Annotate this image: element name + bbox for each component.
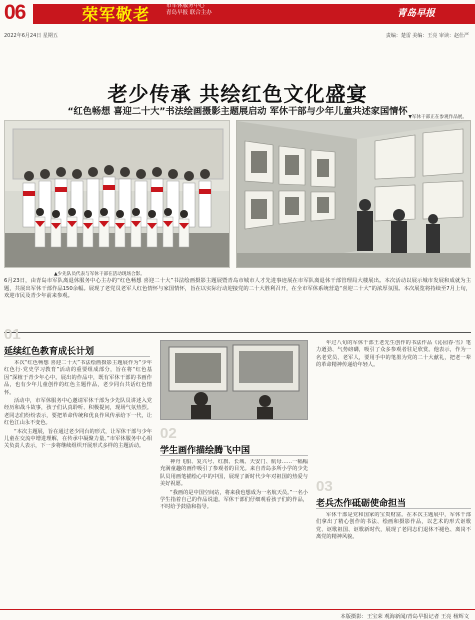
exhibition-photo-illustration [237,121,471,268]
section-number-01: 01 [4,326,21,343]
section-body-02 [160,459,308,605]
section-underline-01 [4,356,150,357]
section-body-03 [316,512,471,605]
right-photo-caption: ▼军休干部正在参观作品展。 [408,115,467,120]
photo-credits: 本版摄影：王宝荣 观海新闻/青岛早报记者 王亮 杨辉文 [340,614,469,620]
column-subtitle-line2: 青岛早报 联合主办 [166,10,212,16]
masthead [0,0,475,30]
info-row [0,32,475,40]
section-divider [4,332,471,333]
lead-paragraph: 6月23日，由青岛市军队离退休服务中心主办的“红色畅想 喜迎二十大”书法绘画摄影主题展暨青岛市城市人才先进事迹展在市军队离退休干部管理局大楼展出。本次活动以展示城市发展和成就为主题，共展出军休干部作品150余幅。展现了老党员老军人红色情怀与家国情怀，旨在以实际行动迎接党的二十大胜利召开，在全市军休系统营造“喜迎二十大”的浓厚氛围。本次展览将持续至7月上旬，欢迎市民及青少年前来参观。 [4,278,471,299]
exhibition-photo [236,120,471,268]
section-title-01: 延续红色教育成长计划 [4,347,95,357]
section-underline-03 [316,508,471,509]
painting-photo-illustration [161,341,308,420]
section-03-paragraph: 军休干部是党和国家的宝贵财富。在本次主题展中，军休干部们拿出了精心创作的书法、绘画和摄影作品，以艺术的形式讴歌党、讴歌祖国、讴歌新时代，展现了老同志们退休不褪色、离岗不离党的精神风貌。 [316,512,471,541]
section-01-paragraph: 活动中，市军休服务中心邀请军休干部为少先队员讲述入党经历和战斗故事，孩子们认真聆听、积极提问，现场气氛热烈。老同志们纷纷表示，要把革命传统和优良作风传承给下一代，让红色江山永不变色。 [4,398,152,427]
footer [0,609,475,620]
section-number-02: 02 [160,425,177,442]
issue-date: 2022年6月24日 星期五 [4,33,58,39]
section-number-03: 03 [316,478,333,495]
headline: 老少传承 共绘红色文化盛宴 [107,82,368,106]
column-subtitle [166,3,236,17]
column-subtitle-line1: 市军休服务中心 [166,3,205,9]
section-title-02: 学生画作描绘腾飞中国 [160,446,251,456]
group-photo [4,120,230,268]
painting-photo [160,340,308,420]
group-photo-illustration [5,121,230,268]
section-body-01 [4,360,152,605]
section-title-03: 老兵杰作砥砺使命担当 [316,499,407,509]
section-03-lead-paragraph: 年过八旬的军休干部王老先生创作的书法作品《沁园春·雪》笔力遒劲、气势磅礴，吸引了众多参观者驻足欣赏。他表示，作为一名老党员、老军人，要用手中的笔墨为党的二十大献礼，把老一辈的革命精神传递给年轻人。 [316,340,471,369]
section-body-02-continued [316,340,471,472]
main-photo-caption: ▲少先队员代表与军休干部在活动现场合影。 [54,272,145,277]
paper-logo: 青岛早报 [396,8,435,19]
section-02-paragraph: 神舟飞船、复兴号、红旗、长城、天安门、航母……一幅幅充满童趣的画作吸引了参观者的目光。来自青岛多所小学的少先队员用画笔描绘心中的中国，展现了新时代少年对祖国的热爱与美好祝愿。 [160,459,308,488]
page-number: 06 [4,1,26,24]
subheadline: “红色畅想 喜迎二十大”书法绘画摄影主题展启动 军休干部与少年儿童共述家国情怀 [67,106,408,117]
column-name: 荣军敬老 [82,5,151,24]
editor-credits: 责编：楚雷 美编：王亮 审读：赵仕严 [385,33,469,39]
section-01-paragraph: “本次主题展，旨在通过老少同台的形式，让军休干部与少年儿童在交流中增进理解，在传承中凝聚力量。”市军休服务中心相关负责人表示，下一步将继续组织开展形式多样的主题活动。 [4,428,152,450]
section-02-paragraph: “我画的是中国空间站，将来我也想成为一名航天员。”一名小学生指着自己的作品说道。军休干部们仔细观看孩子们的作品，不时给予鼓励和指导。 [160,489,308,511]
section-underline-02 [160,455,308,456]
section-01-paragraph: 本次“红色畅想 喜迎二十大”书法绘画摄影主题展作为“少年红色行·党史学习教育”活动的重要组成部分，旨在将“红色基因”深植于青少年心中。展出的作品中，既有军休干部的书画作品，也有少年儿童创作的红色主题作品，老少同台共话红色情怀。 [4,360,152,396]
